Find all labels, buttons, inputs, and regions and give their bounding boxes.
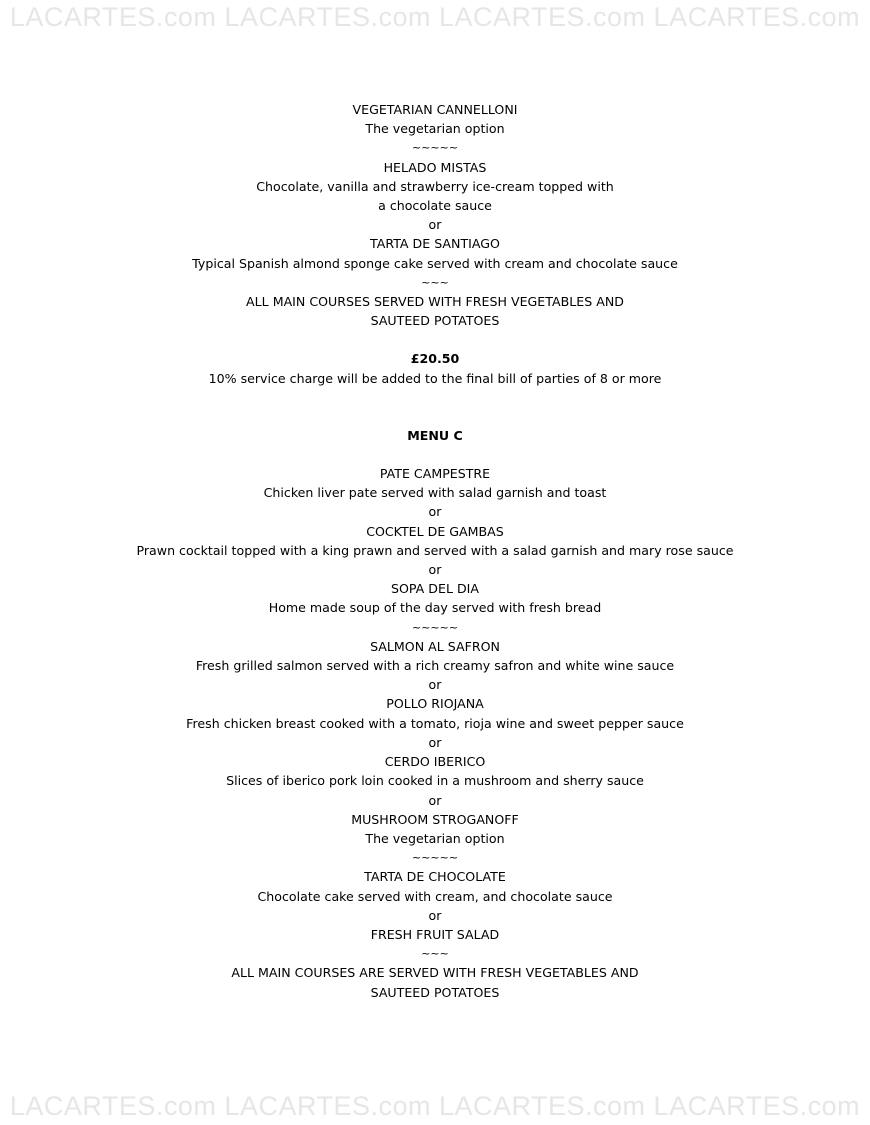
- dish-name: TARTA DE CHOCOLATE: [364, 869, 506, 885]
- or-divider: or: [428, 217, 442, 233]
- course-separator: ~~~~~: [411, 620, 459, 634]
- dish-description: Chocolate, vanilla and strawberry ice-cream topped with: [256, 178, 614, 194]
- or-divider: or: [428, 792, 442, 808]
- dish-name: HELADO MISTAS: [383, 159, 487, 175]
- dish-name: SOPA DEL DIA: [390, 581, 479, 597]
- dish-name: POLLO RIOJANA: [386, 696, 484, 712]
- dish-description: Fresh grilled salmon served with a rich creamy safron and white wine sauce: [195, 658, 675, 674]
- watermark-top: LACARTES.com LACARTES.com LACARTES.com LACARTES.com: [9, 2, 861, 32]
- dish-name: SALMON AL SAFRON: [370, 638, 500, 654]
- course-separator: ~~~~~: [411, 141, 459, 155]
- main-course-note: SAUTEED POTATOES: [370, 313, 500, 329]
- or-divider: or: [428, 562, 442, 578]
- watermark-bottom: LACARTES.com LACARTES.com LACARTES.com LACARTES.com: [9, 1091, 861, 1121]
- dish-description: The vegetarian option: [365, 121, 505, 137]
- menu-c-title: MENU C: [407, 427, 463, 443]
- dish-name: FRESH FRUIT SALAD: [370, 926, 500, 942]
- main-course-note: SAUTEED POTATOES: [370, 984, 500, 1000]
- dish-description: Chocolate cake served with cream, and chocolate sauce: [257, 888, 613, 904]
- dish-description: Fresh chicken breast cooked with a tomato, rioja wine and sweet pepper sauce: [186, 715, 684, 731]
- or-divider: or: [428, 677, 442, 693]
- dish-description: a chocolate sauce: [378, 198, 492, 214]
- or-divider: or: [428, 734, 442, 750]
- or-divider: or: [428, 907, 442, 923]
- dish-name: PATE CAMPESTRE: [379, 466, 491, 482]
- dish-name: CERDO IBERICO: [384, 754, 486, 770]
- dish-name: MUSHROOM STROGANOFF: [351, 811, 519, 827]
- course-separator: ~~~~~: [411, 851, 459, 865]
- menu-document: [0, 100, 870, 1002]
- dish-name: TARTA DE SANTIAGO: [370, 236, 500, 252]
- dish-description: The vegetarian option: [365, 830, 505, 846]
- dish-description: Prawn cocktail topped with a king prawn and served with a salad garnish and mary rose sauce: [136, 542, 734, 558]
- menu-b-section: [0, 100, 870, 388]
- dish-name: VEGETARIAN CANNELLONI: [352, 102, 518, 117]
- course-separator: ~~~: [421, 275, 449, 289]
- dish-description: Typical Spanish almond sponge cake served with cream and chocolate sauce: [192, 255, 678, 271]
- dish-description: Slices of iberico pork loin cooked in a mushroom and sherry sauce: [226, 773, 644, 789]
- dish-description: Home made soup of the day served with fresh bread: [268, 600, 602, 616]
- main-course-note: ALL MAIN COURSES SERVED WITH FRESH VEGETABLES AND: [246, 294, 624, 310]
- service-charge-note: 10% service charge will be added to the final bill of parties of 8 or more: [208, 370, 662, 386]
- main-course-note: ALL MAIN COURSES ARE SERVED WITH FRESH VEGETABLES AND: [231, 965, 639, 981]
- course-separator: ~~~: [421, 947, 449, 961]
- menu-c-section: [0, 464, 870, 1002]
- dish-name: COCKTEL DE GAMBAS: [366, 523, 504, 539]
- menu-price: £20.50: [410, 351, 460, 367]
- or-divider: or: [428, 504, 442, 520]
- dish-description: Chicken liver pate served with salad garnish and toast: [263, 485, 607, 501]
